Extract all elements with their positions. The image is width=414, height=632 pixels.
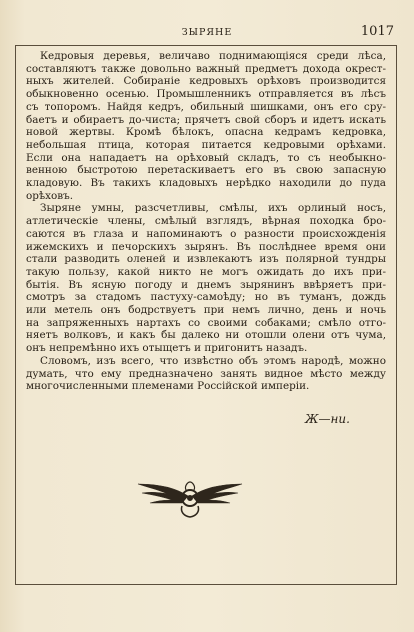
text-line: стали разводить оленей и извлекаютъ изъ полярной тундры — [26, 253, 386, 266]
text-line: смотръ за стадомъ пастуху-самоѣду; но въ туманъ, дождь — [26, 291, 386, 304]
text-line: орѣховъ. — [26, 189, 74, 202]
text-line: атлетическіе члены, смѣлый взглядъ, вѣрная походка бро- — [26, 215, 386, 228]
running-header: ЗЫРЯНЕ — [181, 27, 233, 38]
text-line: Словомъ, изъ всего, что извѣстно объ этомъ народѣ, можно — [40, 354, 386, 367]
text-line: новой жертвы. Кромѣ бѣлокъ, опасна кедрамъ кедровка, — [26, 126, 386, 139]
text-line: бытія. Въ ясную погоду и днемъ зырянинъ ввѣряетъ при- — [26, 278, 386, 291]
author-signature: Ж—ни. — [305, 412, 350, 426]
text-line: ныхъ жителей. Собираніе кедровыхъ орѣховъ производится — [26, 75, 386, 88]
paragraph — [26, 50, 386, 202]
text-line: или метель онъ бодрствуетъ при немъ лично, день и ночь — [26, 304, 386, 317]
page-number: 1017 — [360, 24, 394, 39]
text-line: Кедровыя деревья, величаво поднимающіяся среди лѣса, — [40, 50, 386, 62]
winged-ornament-icon — [136, 476, 244, 520]
text-line: баетъ и обираетъ до-чиста; прячетъ свой сборъ и идетъ искать — [26, 113, 386, 126]
text-line: няетъ волковъ, и какъ бы далеко ни отошли олени отъ чума, — [26, 329, 386, 342]
text-line: небольшая птица, которая питается кедровыми орѣхами. — [26, 138, 386, 151]
paragraph — [26, 355, 386, 393]
text-line: венною быстротою перетаскиваетъ его въ свою запасную — [26, 164, 386, 177]
text-line: кладовую. Въ такихъ кладовыхъ нерѣдко находили до пуда — [26, 177, 386, 190]
text-line: Зыряне умны, разсчетливы, смѣлы, ихъ орлиный носъ, — [40, 202, 386, 215]
text-line: онъ непремѣнно ихъ отыщетъ и пригонитъ назадъ. — [26, 342, 308, 355]
text-line: саются въ глаза и напоминаютъ о разности происхожденія — [26, 227, 386, 240]
text-line: многочисленными племенами Россійской имперіи. — [26, 380, 310, 393]
text-line: на запряженныхъ нартахъ со своими собаками; смѣло отго- — [26, 316, 386, 329]
body-text — [26, 50, 386, 393]
text-line: думать, что ему предназначено занять видное мѣсто между — [26, 367, 386, 380]
text-line: обыкновенно осенью. Промышленникъ отправляется въ лѣсъ — [26, 88, 386, 101]
text-line: Если она нападаетъ на орѣховый складъ, то съ необыкно- — [26, 151, 386, 164]
text-line: такую пользу, какой никто не могъ ожидать до ихъ при- — [26, 265, 386, 278]
text-line: составляютъ также довольно важный предметъ дохода окрест- — [26, 62, 386, 75]
text-line: съ топоромъ. Найдя кедръ, обильный шишками, онъ его сру- — [26, 100, 386, 113]
paragraph — [26, 202, 386, 354]
text-line: ижемскихъ и печорскихъ зырянъ. Въ послѣднее время они — [26, 240, 386, 253]
